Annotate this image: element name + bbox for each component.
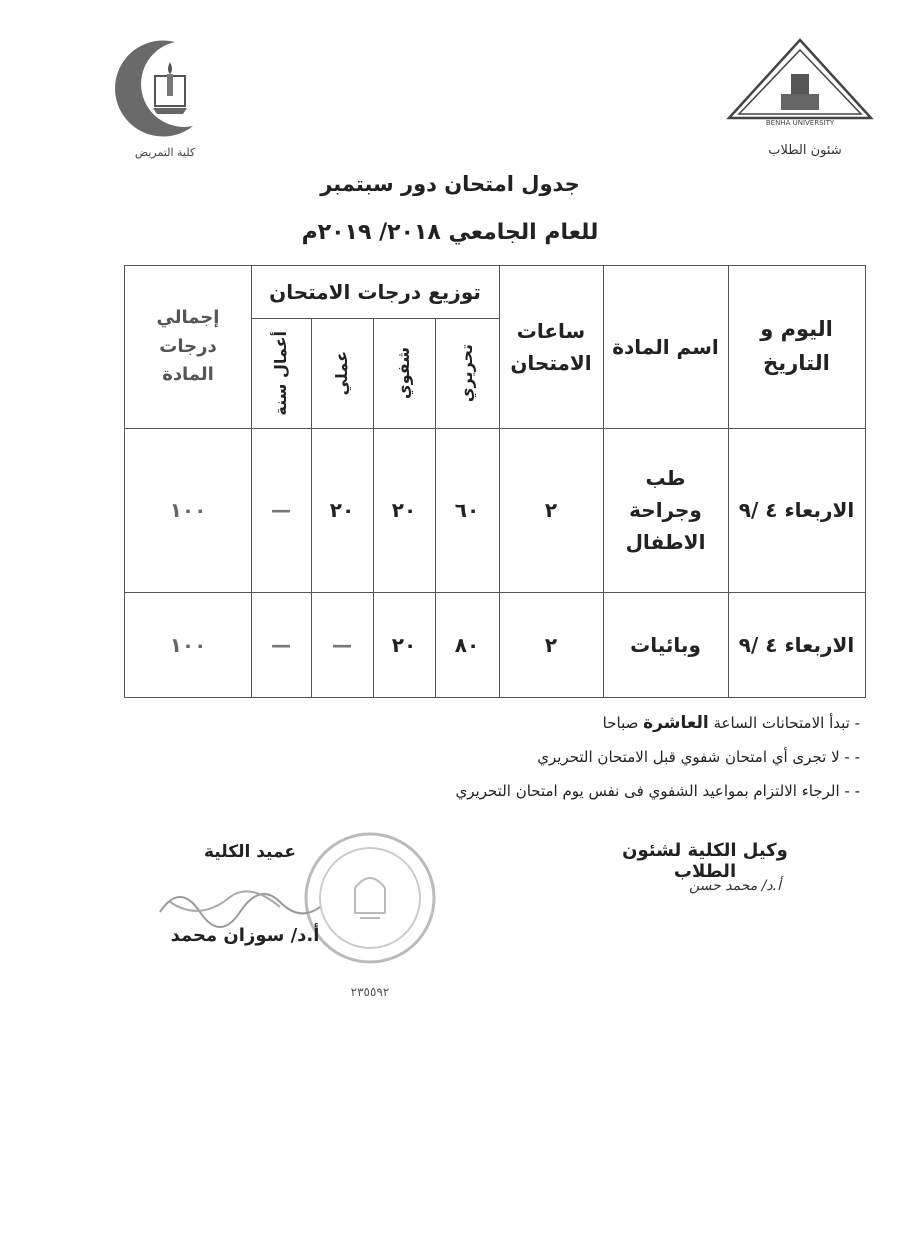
benha-logo-text: BENHA UNIVERSITY <box>765 119 835 126</box>
faculty-logo-caption: كلية التمريض <box>134 146 196 159</box>
row2-date: الاربعاء ٤ /٩ <box>738 632 855 657</box>
row1-date: الاربعاء ٤ /٩ <box>738 498 855 522</box>
academic-year-subtitle: للعام الجامعي ٢٠١٨/ ٢٠١٩م <box>301 220 599 245</box>
row2-oral: ٢٠ <box>391 632 417 657</box>
row2-hours: ٢ <box>544 632 558 657</box>
header-date: اليوم و التاريخ <box>760 317 833 375</box>
header-oral: شفوي <box>394 347 414 399</box>
dean-name: أ.د/ سوزان محمد <box>170 925 320 946</box>
exam-notes <box>60 706 860 808</box>
row1-practical: ٢٠ <box>329 498 355 522</box>
row1-oral: ٢٠ <box>391 498 417 522</box>
row2-written: ٨٠ <box>454 632 480 657</box>
row2-subject: وبائيات <box>630 632 701 657</box>
row2-yearwork: — <box>271 632 291 657</box>
dean-title: عميد الكلية <box>204 842 296 862</box>
student-affairs-caption: شئون الطلاب <box>768 143 842 158</box>
header-practical: عملي <box>332 350 352 396</box>
note-oral-schedule: - - الرجاء الالتزام بمواعيد الشفوي فى نفس يوم امتحان التحريري <box>455 782 860 800</box>
header-hours: ساعات الامتحان <box>510 319 592 375</box>
benha-university-logo <box>725 36 875 126</box>
dean-handwritten-signature <box>150 872 350 932</box>
row2-total: ١٠٠ <box>169 632 207 657</box>
row2-practical: — <box>332 632 352 657</box>
note-oral-before-written: - - لا تجرى أي امتحان شفوي قبل الامتحان التحريري <box>537 748 860 766</box>
exam-schedule-table <box>124 265 866 698</box>
faculty-of-nursing-logo <box>105 34 215 144</box>
header-yearwork: أعمال سنة <box>271 330 291 416</box>
row1-written: ٦٠ <box>454 498 480 522</box>
row1-yearwork: — <box>271 498 291 522</box>
header-total: إجمالي درجات المادة <box>156 306 220 386</box>
row1-subject: طب وجراحة الاطفال <box>625 466 706 554</box>
row1-total: ١٠٠ <box>169 498 207 522</box>
reference-number: ٢٣٥٥٩٢ <box>350 985 390 999</box>
note-start-time: - تبدأ الامتحانات الساعة العاشرة صباحا <box>602 713 860 733</box>
header-subject: اسم المادة <box>612 335 719 359</box>
vice-dean-signature: أ.د/ محمد حسن <box>689 878 781 894</box>
vice-dean-title: وكيل الكلية لشئون الطلاب <box>622 840 788 882</box>
header-distribution: توزيع درجات الامتحان <box>269 280 481 304</box>
row1-hours: ٢ <box>544 498 558 522</box>
header-written: تحريري <box>457 343 477 403</box>
schedule-title: جدول امتحان دور سبتمبر <box>320 172 580 196</box>
